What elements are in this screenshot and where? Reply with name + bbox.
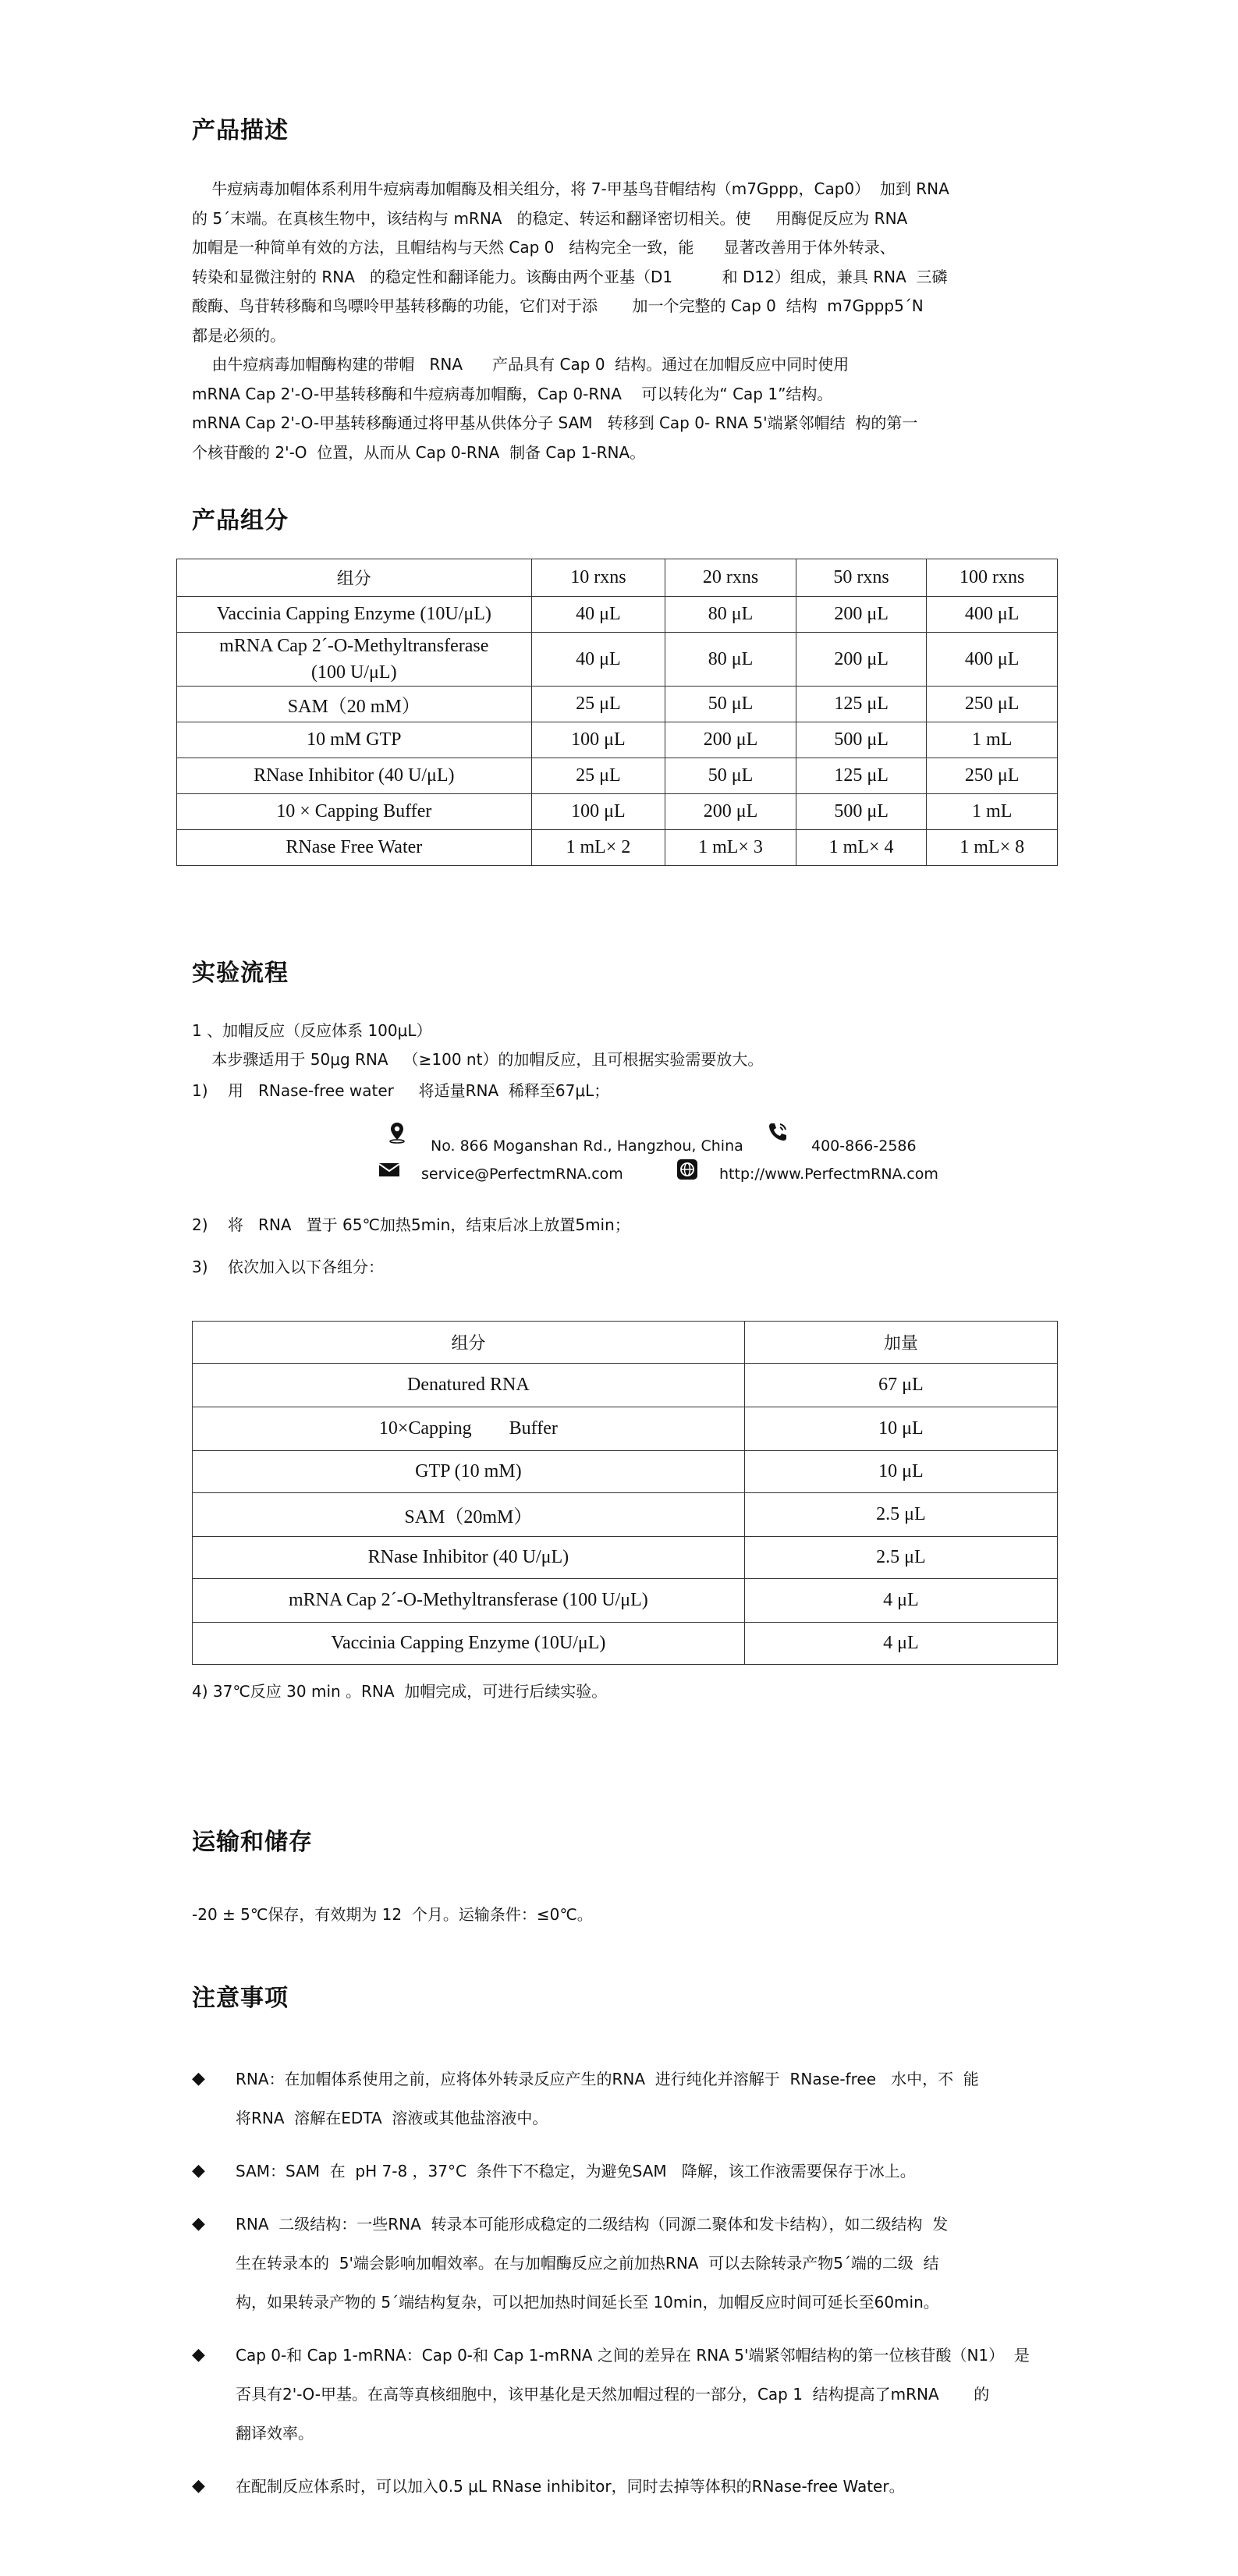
component-name-cell: RNase Inhibitor (40 U/μL)	[177, 758, 532, 794]
reaction-amount-cell: 4 μL	[744, 1623, 1057, 1665]
location-pin-icon	[385, 1120, 409, 1144]
table-row	[193, 1493, 1058, 1537]
component-amount-cell: 1 mL× 2	[531, 830, 665, 866]
contact-phone: 400-866-2586	[811, 1137, 917, 1155]
section-title-description: 产品描述	[192, 117, 289, 144]
envelope-icon	[378, 1158, 401, 1181]
section-title-components: 产品组分	[192, 507, 289, 534]
reaction-component-cell: SAM（20mM）	[193, 1493, 745, 1537]
description-line: 由牛痘病毒加帽酶构建的带帽 RNA 产品具有 Cap 0 结构。通过在加帽反应中同时使用	[192, 355, 850, 374]
storage-text: -20 ± 5℃保存，有效期为 12 个月。运输条件：≤0℃。	[192, 1905, 593, 1924]
reaction-component-cell: mRNA Cap 2´-O-Methyltransferase (100 U/μL)	[193, 1579, 745, 1623]
protocol-step1-note: 本步骤适用于 50μg RNA （≥100 nt）的加帽反应，且可根据实验需要放大。	[192, 1050, 764, 1069]
diamond-bullet-icon: ◆	[192, 2161, 205, 2180]
contact-website[interactable]: http://www.PerfectmRNA.com	[719, 1166, 938, 1183]
component-name-cell: SAM（20 mM）	[177, 687, 532, 722]
description-line: mRNA Cap 2'-O-甲基转移酶和牛痘病毒加帽酶，Cap 0-RNA 可以转化为“ Cap 1”结构。	[192, 384, 833, 403]
table-row	[193, 1451, 1058, 1493]
component-amount-cell: 500 μL	[796, 722, 927, 758]
component-amount-cell: 40 μL	[531, 597, 665, 633]
description-line: 加帽是一种简单有效的方法，且帽结构与天然 Cap 0 结构完全一致，能 显著改善用于体外转录、	[192, 238, 896, 257]
component-amount-cell: 40 μL	[531, 633, 665, 687]
diamond-bullet-icon: ◆	[192, 2214, 205, 2234]
table-row	[177, 830, 1058, 866]
component-amount-cell: 80 μL	[665, 597, 796, 633]
component-amount-cell: 25 μL	[531, 758, 665, 794]
component-amount-cell: 1 mL× 4	[796, 830, 927, 866]
contact-email[interactable]: service@PerfectmRNA.com	[421, 1166, 623, 1183]
reaction-component-cell: 10×Capping Buffer	[193, 1407, 745, 1451]
component-amount-cell: 400 μL	[927, 597, 1058, 633]
component-amount-cell: 1 mL	[927, 722, 1058, 758]
table-row	[193, 1364, 1058, 1407]
table-row	[177, 722, 1058, 758]
description-line: 转染和显微注射的 RNA 的稳定性和翻译能力。该酶由两个亚基（D1 和 D12）组成，兼具 RNA 三磷	[192, 267, 948, 286]
note-line: SAM：SAM 在 pH 7-8 ，37°C 条件下不稳定，为避免SAM 降解，该工作液需要保存于冰上。	[236, 2162, 916, 2180]
table-header: 20 rxns	[665, 559, 796, 597]
table-row	[177, 597, 1058, 633]
table-row	[177, 633, 1058, 687]
reaction-table	[192, 1321, 1058, 1665]
protocol-step1-4: 4) 37℃反应 30 min 。RNA 加帽完成，可进行后续实验。	[192, 1682, 608, 1701]
table-row	[193, 1579, 1058, 1623]
component-amount-cell: 80 μL	[665, 633, 796, 687]
contact-address: No. 866 Moganshan Rd., Hangzhou, China	[431, 1137, 743, 1155]
note-line: 在配制反应体系时，可以加入0.5 μL RNase inhibitor，同时去掉等体积的RNase-free Water。	[236, 2477, 905, 2496]
reaction-amount-cell: 10 μL	[744, 1451, 1057, 1493]
note-line: 生在转录本的 5'端会影响加帽效率。在与加帽酶反应之前加热RNA 可以去除转录产物5´端的二级 结	[236, 2254, 939, 2273]
table-row	[177, 758, 1058, 794]
description-line: mRNA Cap 2'-O-甲基转移酶通过将甲基从供体分子 SAM 转移到 Cap 0- RNA 5'端紧邻帽结 构的第一	[192, 413, 918, 432]
component-amount-cell: 125 μL	[796, 758, 927, 794]
table-header: 组分	[193, 1322, 745, 1364]
reaction-component-cell: RNase Inhibitor (40 U/μL)	[193, 1537, 745, 1579]
section-title-protocol: 实验流程	[192, 960, 289, 987]
diamond-bullet-icon: ◆	[192, 2476, 205, 2496]
component-amount-cell: 200 μL	[796, 633, 927, 687]
reaction-amount-cell: 67 μL	[744, 1364, 1057, 1407]
component-amount-cell: 50 μL	[665, 758, 796, 794]
notes-list	[192, 2060, 1089, 2520]
table-header: 100 rxns	[927, 559, 1058, 597]
component-amount-cell: 125 μL	[796, 687, 927, 722]
description-line: 个核苷酸的 2'-O 位置，从而从 Cap 0-RNA 制备 Cap 1-RNA。	[192, 442, 646, 462]
phone-icon	[766, 1120, 789, 1144]
reaction-component-cell: Vaccinia Capping Enzyme (10U/μL)	[193, 1623, 745, 1665]
description-line: 都是必须的。	[192, 325, 286, 345]
protocol-step1-1: 1) 用 RNase-free water 将适量RNA 稀释至67μL；	[192, 1081, 610, 1100]
diamond-bullet-icon: ◆	[192, 2345, 205, 2365]
component-amount-cell: 1 mL	[927, 794, 1058, 830]
description-line: 的 5´末端。在真核生物中，该结构与 mRNA 的稳定、转运和翻译密切相关。使 用酶促反应为 RNA	[192, 208, 908, 228]
note-line: 构，如果转录产物的 5´端结构复杂，可以把加热时间延长至 10min，加帽反应时间可延长至60min。	[236, 2293, 939, 2312]
table-row	[177, 794, 1058, 830]
table-header: 10 rxns	[531, 559, 665, 597]
protocol-step1-3: 3) 依次加入以下各组分：	[192, 1258, 384, 1276]
note-line: 否具有2'-O-甲基。在高等真核细胞中，该甲基化是天然加帽过程的一部分，Cap 1 结构提高了mRNA 的	[236, 2385, 990, 2404]
component-amount-cell: 25 μL	[531, 687, 665, 722]
reaction-amount-cell: 2.5 μL	[744, 1537, 1057, 1579]
component-name-cell: RNase Free Water	[177, 830, 532, 866]
table-header: 加量	[744, 1322, 1057, 1364]
component-amount-cell: 1 mL× 3	[665, 830, 796, 866]
component-amount-cell: 200 μL	[796, 597, 927, 633]
globe-icon	[676, 1158, 699, 1181]
description-line: 酸酶、鸟苷转移酶和鸟嘌呤甲基转移酶的功能，它们对于添 加一个完整的 Cap 0 结构 m7Gppp5´N	[192, 296, 924, 315]
description-paragraph	[192, 175, 1081, 467]
description-line: 牛痘病毒加帽体系利用牛痘病毒加帽酶及相关组分，将 7-甲基鸟苷帽结构（m7Gppp，Cap0） 加到 RNA	[192, 179, 949, 198]
component-amount-cell: 250 μL	[927, 687, 1058, 722]
reaction-amount-cell: 2.5 μL	[744, 1493, 1057, 1537]
component-amount-cell: 250 μL	[927, 758, 1058, 794]
component-amount-cell: 100 μL	[531, 722, 665, 758]
note-item	[192, 2336, 1089, 2453]
component-amount-cell: 50 μL	[665, 687, 796, 722]
component-amount-cell: 500 μL	[796, 794, 927, 830]
component-amount-cell: 200 μL	[665, 794, 796, 830]
note-line: 将RNA 溶解在EDTA 溶液或其他盐溶液中。	[236, 2109, 548, 2127]
note-line: RNA 二级结构：一些RNA 转录本可能形成稳定的二级结构（同源二聚体和发卡结构），如二级结构 发	[236, 2215, 949, 2234]
protocol-step1-2: 2) 将 RNA 置于 65℃加热5min，结束后冰上放置5min；	[192, 1215, 630, 1234]
note-item	[192, 2152, 1089, 2191]
reaction-component-cell: GTP (10 mM)	[193, 1451, 745, 1493]
note-line: Cap 0-和 Cap 1-mRNA：Cap 0-和 Cap 1-mRNA 之间的差异在 RNA 5'端紧邻帽结构的第一位核苷酸（N1） 是	[236, 2346, 1030, 2365]
component-name-cell: 10 mM GTP	[177, 722, 532, 758]
table-row	[177, 687, 1058, 722]
reaction-amount-cell: 10 μL	[744, 1407, 1057, 1451]
component-amount-cell: 400 μL	[927, 633, 1058, 687]
component-amount-cell: 100 μL	[531, 794, 665, 830]
table-row	[193, 1623, 1058, 1665]
component-name-cell: mRNA Cap 2´-O-Methyltransferase (100 U/μL)	[177, 633, 532, 687]
protocol-step1-title: 1 、加帽反应（反应体系 100μL）	[192, 1021, 432, 1040]
table-row	[193, 1407, 1058, 1451]
component-name-cell: 10 × Capping Buffer	[177, 794, 532, 830]
table-header: 50 rxns	[796, 559, 927, 597]
components-table	[176, 559, 1058, 866]
note-line: 翻译效率。	[236, 2424, 314, 2443]
table-row	[193, 1537, 1058, 1579]
component-amount-cell: 200 μL	[665, 722, 796, 758]
section-title-storage: 运输和储存	[192, 1829, 313, 1856]
note-item	[192, 2205, 1089, 2322]
component-amount-cell: 1 mL× 8	[927, 830, 1058, 866]
note-item	[192, 2467, 1089, 2506]
table-header: 组分	[177, 559, 532, 597]
reaction-amount-cell: 4 μL	[744, 1579, 1057, 1623]
note-line: RNA：在加帽体系使用之前，应将体外转录反应产生的RNA 进行纯化并溶解于 RNase-free 水中，不 能	[236, 2070, 979, 2088]
diamond-bullet-icon: ◆	[192, 2069, 205, 2088]
reaction-component-cell: Denatured RNA	[193, 1364, 745, 1407]
note-item	[192, 2060, 1089, 2138]
component-name-cell: Vaccinia Capping Enzyme (10U/μL)	[177, 597, 532, 633]
section-title-notes: 注意事项	[192, 1985, 289, 2012]
